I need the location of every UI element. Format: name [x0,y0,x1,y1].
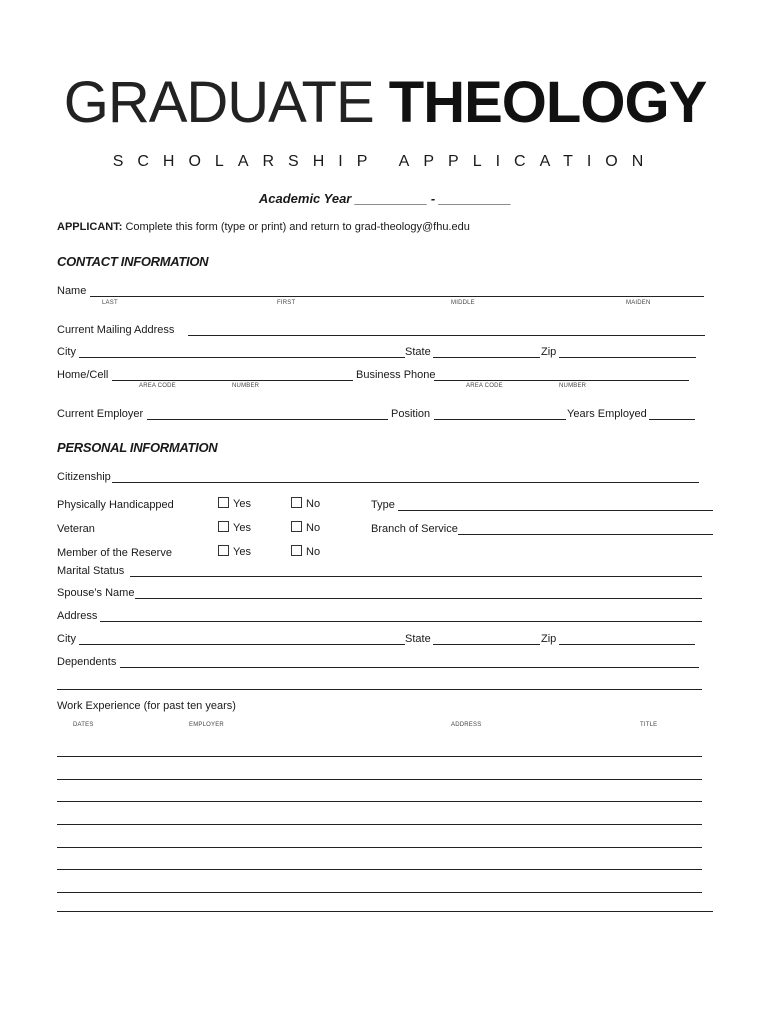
name-sub-maiden: MAIDEN [626,300,651,306]
marital-status-field[interactable] [130,576,702,577]
years-employed-label: Years Employed [567,408,647,420]
checkbox-icon[interactable] [291,497,302,508]
state-field[interactable] [433,357,540,358]
citizenship-field[interactable] [112,482,699,483]
veteran-label: Veteran [57,523,95,535]
work-col-dates: DATES [73,722,94,728]
state-label-2: State [405,633,431,645]
checkbox-icon[interactable] [291,521,302,532]
dependents-label: Dependents [57,656,117,668]
state-label: State [405,346,431,358]
instructions-text: Complete this form (type or print) and return to grad-theology@fhu.edu [125,221,470,233]
branch-field[interactable] [458,534,713,535]
title-graduate: GRADUATE [63,70,374,135]
form-title [0,68,770,138]
citizenship-label: Citizenship [57,471,111,483]
city-field-2[interactable] [79,644,405,645]
work-line[interactable] [57,756,702,757]
state-field-2[interactable] [433,644,540,645]
reserve-label: Member of the Reserve [57,547,172,559]
marital-status-label: Marital Status [57,565,125,577]
checkbox-icon[interactable] [218,545,229,556]
years-employed-field[interactable] [649,419,695,420]
type-label: Type [371,499,395,511]
business-phone-field[interactable] [434,380,689,381]
branch-label: Branch of Service [371,523,458,535]
instructions-label: APPLICANT: [57,221,123,233]
name-sub-last: LAST [102,300,118,306]
home-cell-label: Home/Cell [57,369,109,381]
work-line[interactable] [57,824,702,825]
type-field[interactable] [398,510,713,511]
work-line[interactable] [57,892,702,893]
name-sub-middle: MIDDLE [451,300,475,306]
employer-field[interactable] [147,419,388,420]
city-field[interactable] [79,357,405,358]
work-line[interactable] [57,847,702,848]
checkbox-icon[interactable] [291,545,302,556]
employer-label: Current Employer [57,408,144,420]
title-theology: THEOLOGY [388,70,707,135]
checkbox-icon[interactable] [218,521,229,532]
position-field[interactable] [434,419,566,420]
reserve-no[interactable]: No [291,545,320,558]
handicapped-no[interactable]: No [291,497,320,510]
reserve-yes[interactable]: Yes [218,545,251,558]
dependents-field-2[interactable] [57,689,702,690]
academic-year[interactable]: Academic Year __________ - __________ [258,191,512,206]
work-line[interactable] [57,911,713,912]
instructions [57,220,470,234]
contact-heading: CONTACT INFORMATION [57,254,209,269]
zip-field[interactable] [559,357,696,358]
zip-label-2: Zip [541,633,557,645]
spouse-name-field[interactable] [135,598,702,599]
mailing-address-field[interactable] [188,335,705,336]
zip-field-2[interactable] [559,644,695,645]
city-label: City [57,346,76,358]
address-field[interactable] [100,621,702,622]
work-experience-label: Work Experience (for past ten years) [57,700,236,712]
position-label: Position [391,408,431,420]
form-subtitle: SCHOLARSHIP APPLICATION [112,153,658,170]
address-label: Address [57,610,98,622]
zip-label: Zip [541,346,557,358]
city-label-2: City [57,633,76,645]
home-sub-number: NUMBER [232,383,260,389]
home-cell-field[interactable] [112,380,353,381]
veteran-yes[interactable]: Yes [218,521,251,534]
work-col-address: ADDRESS [451,722,482,728]
dependents-field[interactable] [120,667,699,668]
home-sub-area: AREA CODE [139,383,176,389]
mailing-address-label: Current Mailing Address [57,324,175,336]
business-phone-label: Business Phone [356,369,436,381]
veteran-no[interactable]: No [291,521,320,534]
business-sub-area: AREA CODE [466,383,503,389]
business-sub-number: NUMBER [559,383,587,389]
name-label: Name [57,285,87,297]
name-sub-first: FIRST [277,300,296,306]
work-col-title: TITLE [640,722,658,728]
work-line[interactable] [57,779,702,780]
handicapped-yes[interactable]: Yes [218,497,251,510]
handicapped-label: Physically Handicapped [57,499,174,511]
personal-heading: PERSONAL INFORMATION [57,440,218,455]
work-line[interactable] [57,869,702,870]
work-line[interactable] [57,801,702,802]
spouse-name-label: Spouse’s Name [57,587,135,599]
name-field[interactable] [90,296,704,297]
checkbox-icon[interactable] [218,497,229,508]
work-col-employer: EMPLOYER [189,722,224,728]
